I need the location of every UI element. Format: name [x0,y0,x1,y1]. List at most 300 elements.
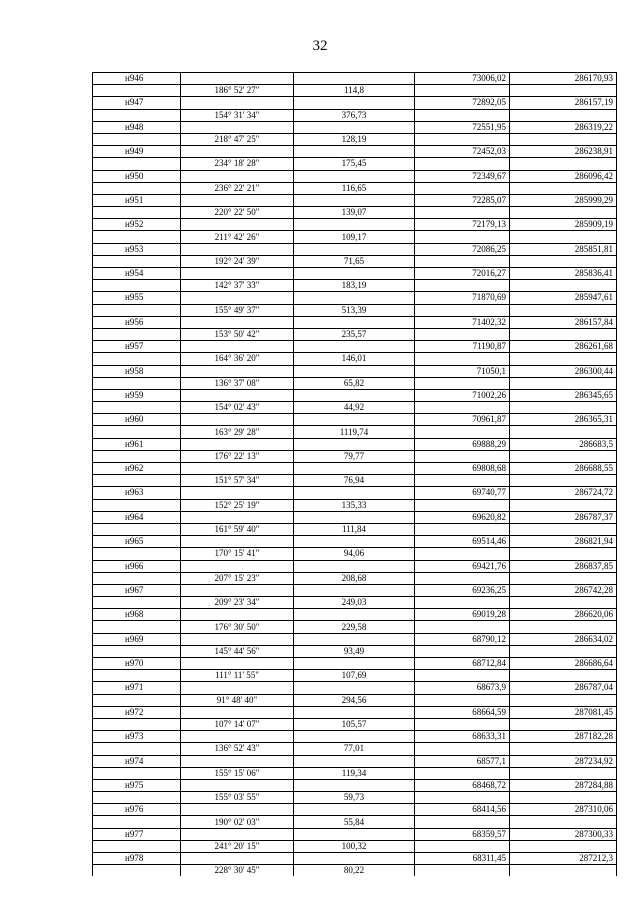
empty-cell [415,255,510,267]
empty-cell [510,255,617,267]
empty-cell [294,779,415,791]
empty-cell [510,621,617,633]
empty-cell [415,767,510,779]
point-row [93,170,617,182]
point-name: н974 [93,755,181,767]
empty-cell [181,414,294,426]
empty-cell [415,694,510,706]
empty-cell [510,280,617,292]
segment-distance: 77,01 [294,743,415,755]
empty-cell [93,450,181,462]
point-y: 286787,37 [510,511,617,523]
empty-cell [510,792,617,804]
empty-cell [93,597,181,609]
empty-cell [510,182,617,194]
point-y: 286688,55 [510,463,617,475]
point-x: 69888,29 [415,438,510,450]
point-name: н958 [93,365,181,377]
segment-angle: 142° 37' 33" [181,280,294,292]
point-name: н978 [93,853,181,865]
point-name: н949 [93,146,181,158]
point-x: 73006,02 [415,73,510,85]
point-x: 71870,69 [415,292,510,304]
point-name: н953 [93,243,181,255]
empty-cell [93,523,181,535]
segment-row [93,402,617,414]
segment-row [93,231,617,243]
point-x: 68664,59 [415,706,510,718]
point-x: 69236,25 [415,584,510,596]
point-x: 68673,9 [415,682,510,694]
empty-cell [181,389,294,401]
empty-cell [181,828,294,840]
point-row [93,365,617,377]
segment-angle: 155° 03' 55" [181,792,294,804]
segment-angle: 192° 24' 39" [181,255,294,267]
empty-cell [294,828,415,840]
empty-cell [510,231,617,243]
empty-cell [294,341,415,353]
segment-distance: 114,8 [294,85,415,97]
empty-cell [415,109,510,121]
empty-cell [294,268,415,280]
empty-cell [510,694,617,706]
empty-cell [294,414,415,426]
point-row [93,511,617,523]
point-name: н963 [93,487,181,499]
segment-angle: 154° 02' 43" [181,402,294,414]
empty-cell [181,511,294,523]
empty-cell [294,804,415,816]
point-y: 286821,94 [510,536,617,548]
point-x: 71002,26 [415,389,510,401]
point-name: н960 [93,414,181,426]
segment-angle: 164° 36' 20" [181,353,294,365]
segment-angle: 207° 15' 23" [181,572,294,584]
point-x: 70961,87 [415,414,510,426]
empty-cell [510,499,617,511]
segment-angle: 186° 52' 27" [181,85,294,97]
point-row [93,804,617,816]
segment-row [93,475,617,487]
empty-cell [181,292,294,304]
empty-cell [510,426,617,438]
empty-cell [181,658,294,670]
segment-angle: 228° 30' 45" [181,865,294,877]
segment-angle: 136° 37' 08" [181,377,294,389]
point-row [93,463,617,475]
empty-cell [415,572,510,584]
empty-cell [294,219,415,231]
segment-row [93,865,617,877]
point-y: 286787,04 [510,682,617,694]
empty-cell [93,792,181,804]
empty-cell [294,243,415,255]
empty-cell [181,536,294,548]
point-y: 287212,3 [510,853,617,865]
point-x: 68359,57 [415,828,510,840]
empty-cell [510,865,617,877]
empty-cell [294,536,415,548]
empty-cell [294,658,415,670]
empty-cell [510,816,617,828]
empty-cell [510,572,617,584]
empty-cell [93,328,181,340]
point-y: 286096,42 [510,170,617,182]
point-row [93,584,617,596]
segment-distance: 79,77 [294,450,415,462]
point-x: 68414,56 [415,804,510,816]
empty-cell [93,694,181,706]
empty-cell [415,231,510,243]
point-row [93,658,617,670]
point-y: 286261,68 [510,341,617,353]
segment-angle: 190° 02' 03" [181,816,294,828]
point-name: н948 [93,121,181,133]
segment-angle: 91° 48' 40" [181,694,294,706]
point-row [93,194,617,206]
segment-distance: 80,22 [294,865,415,877]
point-y: 286157,84 [510,316,617,328]
point-row [93,828,617,840]
segment-angle: 170° 15' 41" [181,548,294,560]
segment-row [93,743,617,755]
point-name: н954 [93,268,181,280]
empty-cell [181,219,294,231]
point-name: н956 [93,316,181,328]
empty-cell [510,85,617,97]
empty-cell [510,377,617,389]
point-name: н964 [93,511,181,523]
point-name: н965 [93,536,181,548]
segment-row [93,670,617,682]
empty-cell [181,609,294,621]
point-x: 68712,84 [415,658,510,670]
segment-angle: 163° 29' 28" [181,426,294,438]
segment-angle: 211° 42' 26" [181,231,294,243]
segment-row [93,377,617,389]
point-row [93,341,617,353]
segment-distance: 76,94 [294,475,415,487]
empty-cell [181,73,294,85]
segment-row [93,280,617,292]
empty-cell [415,304,510,316]
empty-cell [294,706,415,718]
empty-cell [93,133,181,145]
segment-distance: 139,07 [294,207,415,219]
point-x: 72016,27 [415,268,510,280]
empty-cell [93,718,181,730]
segment-angle: 154° 31' 34" [181,109,294,121]
empty-cell [93,255,181,267]
empty-cell [415,499,510,511]
segment-row [93,572,617,584]
point-row [93,438,617,450]
empty-cell [510,718,617,730]
segment-distance: 65,82 [294,377,415,389]
empty-cell [294,170,415,182]
segment-row [93,840,617,852]
segment-angle: 209° 23' 34" [181,597,294,609]
segment-row [93,816,617,828]
segment-row [93,792,617,804]
point-x: 72452,03 [415,146,510,158]
segment-distance: 55,84 [294,816,415,828]
empty-cell [415,280,510,292]
empty-cell [510,475,617,487]
point-x: 71050,1 [415,365,510,377]
empty-cell [510,304,617,316]
point-row [93,121,617,133]
point-name: н969 [93,633,181,645]
segment-row [93,328,617,340]
point-name: н972 [93,706,181,718]
empty-cell [415,670,510,682]
segment-angle: 107° 14' 07" [181,718,294,730]
point-x: 68790,12 [415,633,510,645]
empty-cell [415,207,510,219]
point-row [93,243,617,255]
point-y: 286157,19 [510,97,617,109]
segment-row [93,645,617,657]
empty-cell [93,402,181,414]
empty-cell [181,463,294,475]
segment-distance: 1119,74 [294,426,415,438]
empty-cell [93,304,181,316]
empty-cell [294,560,415,572]
point-name: н946 [93,73,181,85]
segment-row [93,109,617,121]
empty-cell [510,450,617,462]
empty-cell [510,597,617,609]
empty-cell [415,840,510,852]
point-row [93,560,617,572]
empty-cell [93,353,181,365]
point-y: 286634,02 [510,633,617,645]
point-x: 72086,25 [415,243,510,255]
point-name: н966 [93,560,181,572]
empty-cell [181,243,294,255]
empty-cell [415,816,510,828]
segment-angle: 161° 59' 40" [181,523,294,535]
segment-distance: 249,03 [294,597,415,609]
point-x: 72349,67 [415,170,510,182]
empty-cell [415,402,510,414]
point-row [93,292,617,304]
empty-cell [294,463,415,475]
empty-cell [510,328,617,340]
point-name: н947 [93,97,181,109]
point-row [93,97,617,109]
point-y: 287081,45 [510,706,617,718]
point-row [93,414,617,426]
segment-row [93,85,617,97]
point-x: 72551,95 [415,121,510,133]
point-name: н976 [93,804,181,816]
point-name: н967 [93,584,181,596]
empty-cell [93,158,181,170]
segment-angle: 155° 15' 06" [181,767,294,779]
segment-angle: 220° 22' 50" [181,207,294,219]
empty-cell [294,97,415,109]
segment-row [93,353,617,365]
point-x: 72179,13 [415,219,510,231]
empty-cell [510,402,617,414]
segment-distance: 105,57 [294,718,415,730]
empty-cell [294,146,415,158]
point-x: 68311,45 [415,853,510,865]
empty-cell [294,682,415,694]
empty-cell [93,670,181,682]
empty-cell [415,450,510,462]
point-y: 285851,81 [510,243,617,255]
point-y: 285947,61 [510,292,617,304]
point-row [93,755,617,767]
point-y: 286365,31 [510,414,617,426]
segment-row [93,255,617,267]
empty-cell [93,280,181,292]
point-row [93,487,617,499]
segment-distance: 513,39 [294,304,415,316]
empty-cell [415,523,510,535]
empty-cell [181,706,294,718]
empty-cell [93,231,181,243]
segment-row [93,718,617,730]
point-y: 286319,22 [510,121,617,133]
point-name: н957 [93,341,181,353]
empty-cell [415,158,510,170]
empty-cell [294,584,415,596]
segment-distance: 71,65 [294,255,415,267]
segment-angle: 234° 18' 28" [181,158,294,170]
segment-row [93,207,617,219]
segment-distance: 119,34 [294,767,415,779]
point-row [93,609,617,621]
point-x: 72892,05 [415,97,510,109]
empty-cell [510,207,617,219]
point-y: 285909,19 [510,219,617,231]
empty-cell [181,365,294,377]
point-x: 69514,46 [415,536,510,548]
empty-cell [510,133,617,145]
segment-distance: 135,33 [294,499,415,511]
empty-cell [510,767,617,779]
empty-cell [510,645,617,657]
empty-cell [93,85,181,97]
empty-cell [294,292,415,304]
point-name: н968 [93,609,181,621]
empty-cell [415,718,510,730]
segment-angle: 152° 25' 19" [181,499,294,511]
point-x: 69740,77 [415,487,510,499]
segment-distance: 59,73 [294,792,415,804]
empty-cell [181,341,294,353]
empty-cell [415,85,510,97]
point-row [93,682,617,694]
segment-distance: 100,32 [294,840,415,852]
point-name: н959 [93,389,181,401]
point-y: 286724,72 [510,487,617,499]
empty-cell [294,633,415,645]
empty-cell [93,743,181,755]
point-x: 71190,87 [415,341,510,353]
empty-cell [93,109,181,121]
empty-cell [93,499,181,511]
empty-cell [415,548,510,560]
empty-cell [181,853,294,865]
point-name: н962 [93,463,181,475]
segment-row [93,523,617,535]
empty-cell [415,426,510,438]
point-x: 68577,1 [415,755,510,767]
segment-row [93,694,617,706]
segment-angle: 218° 47' 25" [181,133,294,145]
empty-cell [415,133,510,145]
empty-cell [415,597,510,609]
point-x: 68633,31 [415,731,510,743]
point-x: 71402,32 [415,316,510,328]
empty-cell [181,779,294,791]
segment-distance: 229,58 [294,621,415,633]
empty-cell [415,475,510,487]
point-y: 286170,93 [510,73,617,85]
segment-distance: 116,65 [294,182,415,194]
point-x: 69620,82 [415,511,510,523]
segment-row [93,597,617,609]
empty-cell [294,73,415,85]
point-y: 286238,91 [510,146,617,158]
empty-cell [181,755,294,767]
segment-distance: 93,49 [294,645,415,657]
point-y: 286620,06 [510,609,617,621]
segment-row [93,548,617,560]
empty-cell [294,389,415,401]
segment-angle: 111° 11' 55" [181,670,294,682]
segment-angle: 176° 30' 50" [181,621,294,633]
empty-cell [510,840,617,852]
point-name: н970 [93,658,181,670]
empty-cell [181,121,294,133]
empty-cell [510,109,617,121]
empty-cell [93,548,181,560]
point-row [93,389,617,401]
point-row [93,853,617,865]
segment-row [93,767,617,779]
empty-cell [93,475,181,487]
empty-cell [415,182,510,194]
point-y: 286683,5 [510,438,617,450]
segment-distance: 107,69 [294,670,415,682]
point-x: 72285,07 [415,194,510,206]
point-name: н950 [93,170,181,182]
segment-angle: 151° 57' 34" [181,475,294,487]
empty-cell [510,743,617,755]
empty-cell [93,645,181,657]
empty-cell [294,487,415,499]
empty-cell [510,548,617,560]
empty-cell [415,377,510,389]
point-row [93,146,617,158]
empty-cell [181,438,294,450]
segment-row [93,158,617,170]
empty-cell [93,621,181,633]
empty-cell [93,182,181,194]
segment-distance: 175,45 [294,158,415,170]
point-x: 68468,72 [415,779,510,791]
point-name: н955 [93,292,181,304]
empty-cell [294,511,415,523]
empty-cell [93,840,181,852]
